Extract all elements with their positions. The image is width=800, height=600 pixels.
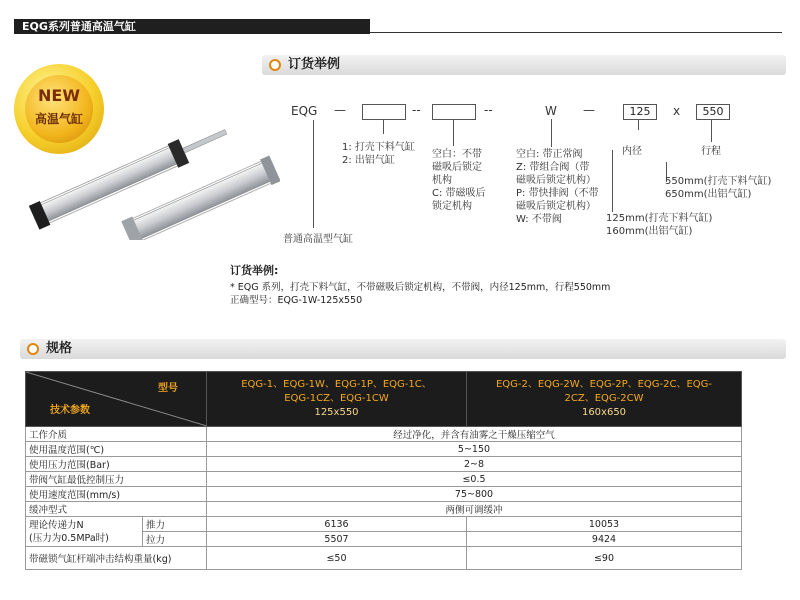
new-badge-text: NEW — [38, 86, 80, 105]
opt3-line-1: 空白: 带正常阀 — [516, 149, 583, 160]
pull-label: 拉力 — [143, 532, 207, 547]
order-section-header — [262, 55, 786, 75]
header-model-col-2 — [467, 372, 742, 427]
bore-option-1: 125mm(打壳下料气缸) — [606, 213, 713, 224]
opt3-line-6: W: 不带阀 — [516, 214, 562, 225]
spec-row-value: 经过净化，并含有油雾之干燥压缩空气 — [207, 427, 742, 442]
order-section-title: 订货举例 — [288, 57, 341, 72]
model-col-2-line-2: 2CZ、EQG-2CW — [564, 393, 644, 404]
example-model: 正确型号：EQG-1W-125x550 — [230, 295, 363, 306]
header-model-col-1 — [207, 372, 467, 427]
connector-line — [711, 120, 712, 142]
opt2-line-5: 锁定机构 — [432, 201, 472, 212]
type-label: 普通高温型气缸 — [283, 234, 353, 245]
spec-row — [26, 427, 742, 442]
spec-row — [26, 442, 742, 457]
spec-row-value: 75~800 — [207, 487, 742, 502]
connector-line — [453, 120, 454, 146]
opt2-line-2: 磁吸后锁定 — [432, 162, 482, 173]
opt3-line-4: P: 带快排阀（不带 — [516, 188, 599, 199]
spec-row-label: 工作介质 — [26, 427, 207, 442]
spec-row-label: 缓冲型式 — [26, 502, 207, 517]
circle-bullet-icon — [27, 343, 39, 355]
pull-value-2: 9424 — [467, 532, 742, 547]
spec-header-row — [26, 372, 742, 427]
example-description: * EQG 系列，打壳下料气缸，不带磁吸后锁定机构，不带阀，内径125mm，行程550mm — [230, 282, 611, 293]
code-box-lock — [432, 104, 476, 120]
opt2-line-1: 空白：不带 — [432, 149, 482, 160]
connector-line — [383, 120, 384, 134]
new-badge-subtitle: 高温气缸 — [34, 112, 83, 126]
impact-value-2: ≤90 — [467, 547, 742, 570]
code-box-type — [362, 104, 406, 120]
spec-row — [26, 502, 742, 517]
spec-section-header — [20, 339, 786, 359]
opt1-line-2: 2: 出铝气缸 — [342, 155, 395, 166]
page-title: EQG系列普通高温气缸 — [22, 20, 136, 33]
example-title: 订货举例: — [230, 264, 279, 277]
impact-label: 带磁锁气缸杆端冲击结构重量(kg) — [26, 547, 207, 570]
opt2-line-3: 机构 — [432, 175, 452, 186]
code-prefix: EQG — [291, 104, 318, 118]
spec-row-value: 5~150 — [207, 442, 742, 457]
title-divider — [370, 32, 782, 33]
spec-row — [26, 457, 742, 472]
bore-label: 内径 — [622, 146, 642, 157]
model-col-2-line-1: EQG-2、EQG-2W、EQG-2P、EQG-2C、EQG- — [495, 379, 713, 390]
spec-row-label: 使用温度范围(℃) — [26, 442, 207, 457]
page-title-bar — [14, 19, 370, 34]
opt3-line-2: Z: 带组合阀（带 — [516, 162, 590, 173]
spec-section-title: 规格 — [46, 341, 73, 356]
stroke-option-2: 650mm(出铝气缸) — [665, 189, 752, 200]
model-col-1-size: 125x550 — [314, 407, 359, 418]
connector-line — [551, 119, 552, 147]
code-box-bore: 125 — [623, 104, 657, 120]
opt3-line-5: 磁吸后锁定机构） — [516, 201, 596, 212]
spec-row-value: 两侧可调缓冲 — [207, 502, 742, 517]
model-col-2-size: 160x650 — [581, 407, 627, 418]
spec-row-label: 使用速度范围(mm/s) — [26, 487, 207, 502]
code-dash-3: -- — [484, 103, 493, 117]
opt3-line-3: 磁吸后锁定机构） — [516, 175, 596, 186]
stroke-label: 行程 — [701, 146, 721, 157]
force-label-cell — [26, 517, 143, 547]
spec-row-label: 带阀气缸最低控制压力 — [26, 472, 207, 487]
pull-value-1: 5507 — [207, 532, 467, 547]
model-col-1-line-2: EQG-1CZ、EQG-1CW — [284, 393, 389, 404]
code-dash-2: -- — [412, 103, 421, 117]
code-w: W — [545, 104, 557, 118]
spec-table — [25, 371, 742, 570]
connector-line — [612, 150, 613, 212]
force-label-1: 理论传递力N — [29, 519, 84, 531]
bore-option-2: 160mm(出铝气缸) — [606, 226, 693, 237]
connector-line — [313, 120, 314, 228]
spec-row-value: 2~8 — [207, 457, 742, 472]
push-label: 推力 — [143, 517, 207, 532]
code-times: x — [673, 104, 681, 118]
opt2-line-4: C: 带磁吸后 — [432, 188, 486, 199]
code-box-stroke: 550 — [696, 104, 730, 120]
push-value-1: 6136 — [207, 517, 467, 532]
spec-row-push — [26, 517, 742, 532]
header-model-label: 型号 — [158, 383, 178, 394]
code-dash-4: — — [583, 103, 595, 117]
spec-row — [26, 472, 742, 487]
spec-row-label: 使用压力范围(Bar) — [26, 457, 207, 472]
opt1-line-1: 1: 打壳下料气缸 — [342, 142, 415, 153]
spec-header-corner — [26, 372, 207, 427]
code-dash-1: — — [334, 103, 346, 117]
stroke-option-1: 550mm(打壳下料气缸) — [665, 176, 772, 187]
push-value-2: 10053 — [467, 517, 742, 532]
model-col-1-line-1: EQG-1、EQG-1W、EQG-1P、EQG-1C、 — [241, 379, 432, 390]
header-param-label: 技术参数 — [50, 405, 90, 416]
cylinder-illustration — [24, 120, 280, 240]
spec-row — [26, 487, 742, 502]
impact-value-1: ≤50 — [207, 547, 467, 570]
connector-line — [638, 120, 639, 130]
spec-row-impact — [26, 547, 742, 570]
spec-row-value: ≤0.5 — [207, 472, 742, 487]
circle-bullet-icon — [269, 59, 281, 71]
force-label-2: (压力为0.5MPa时) — [29, 532, 109, 544]
